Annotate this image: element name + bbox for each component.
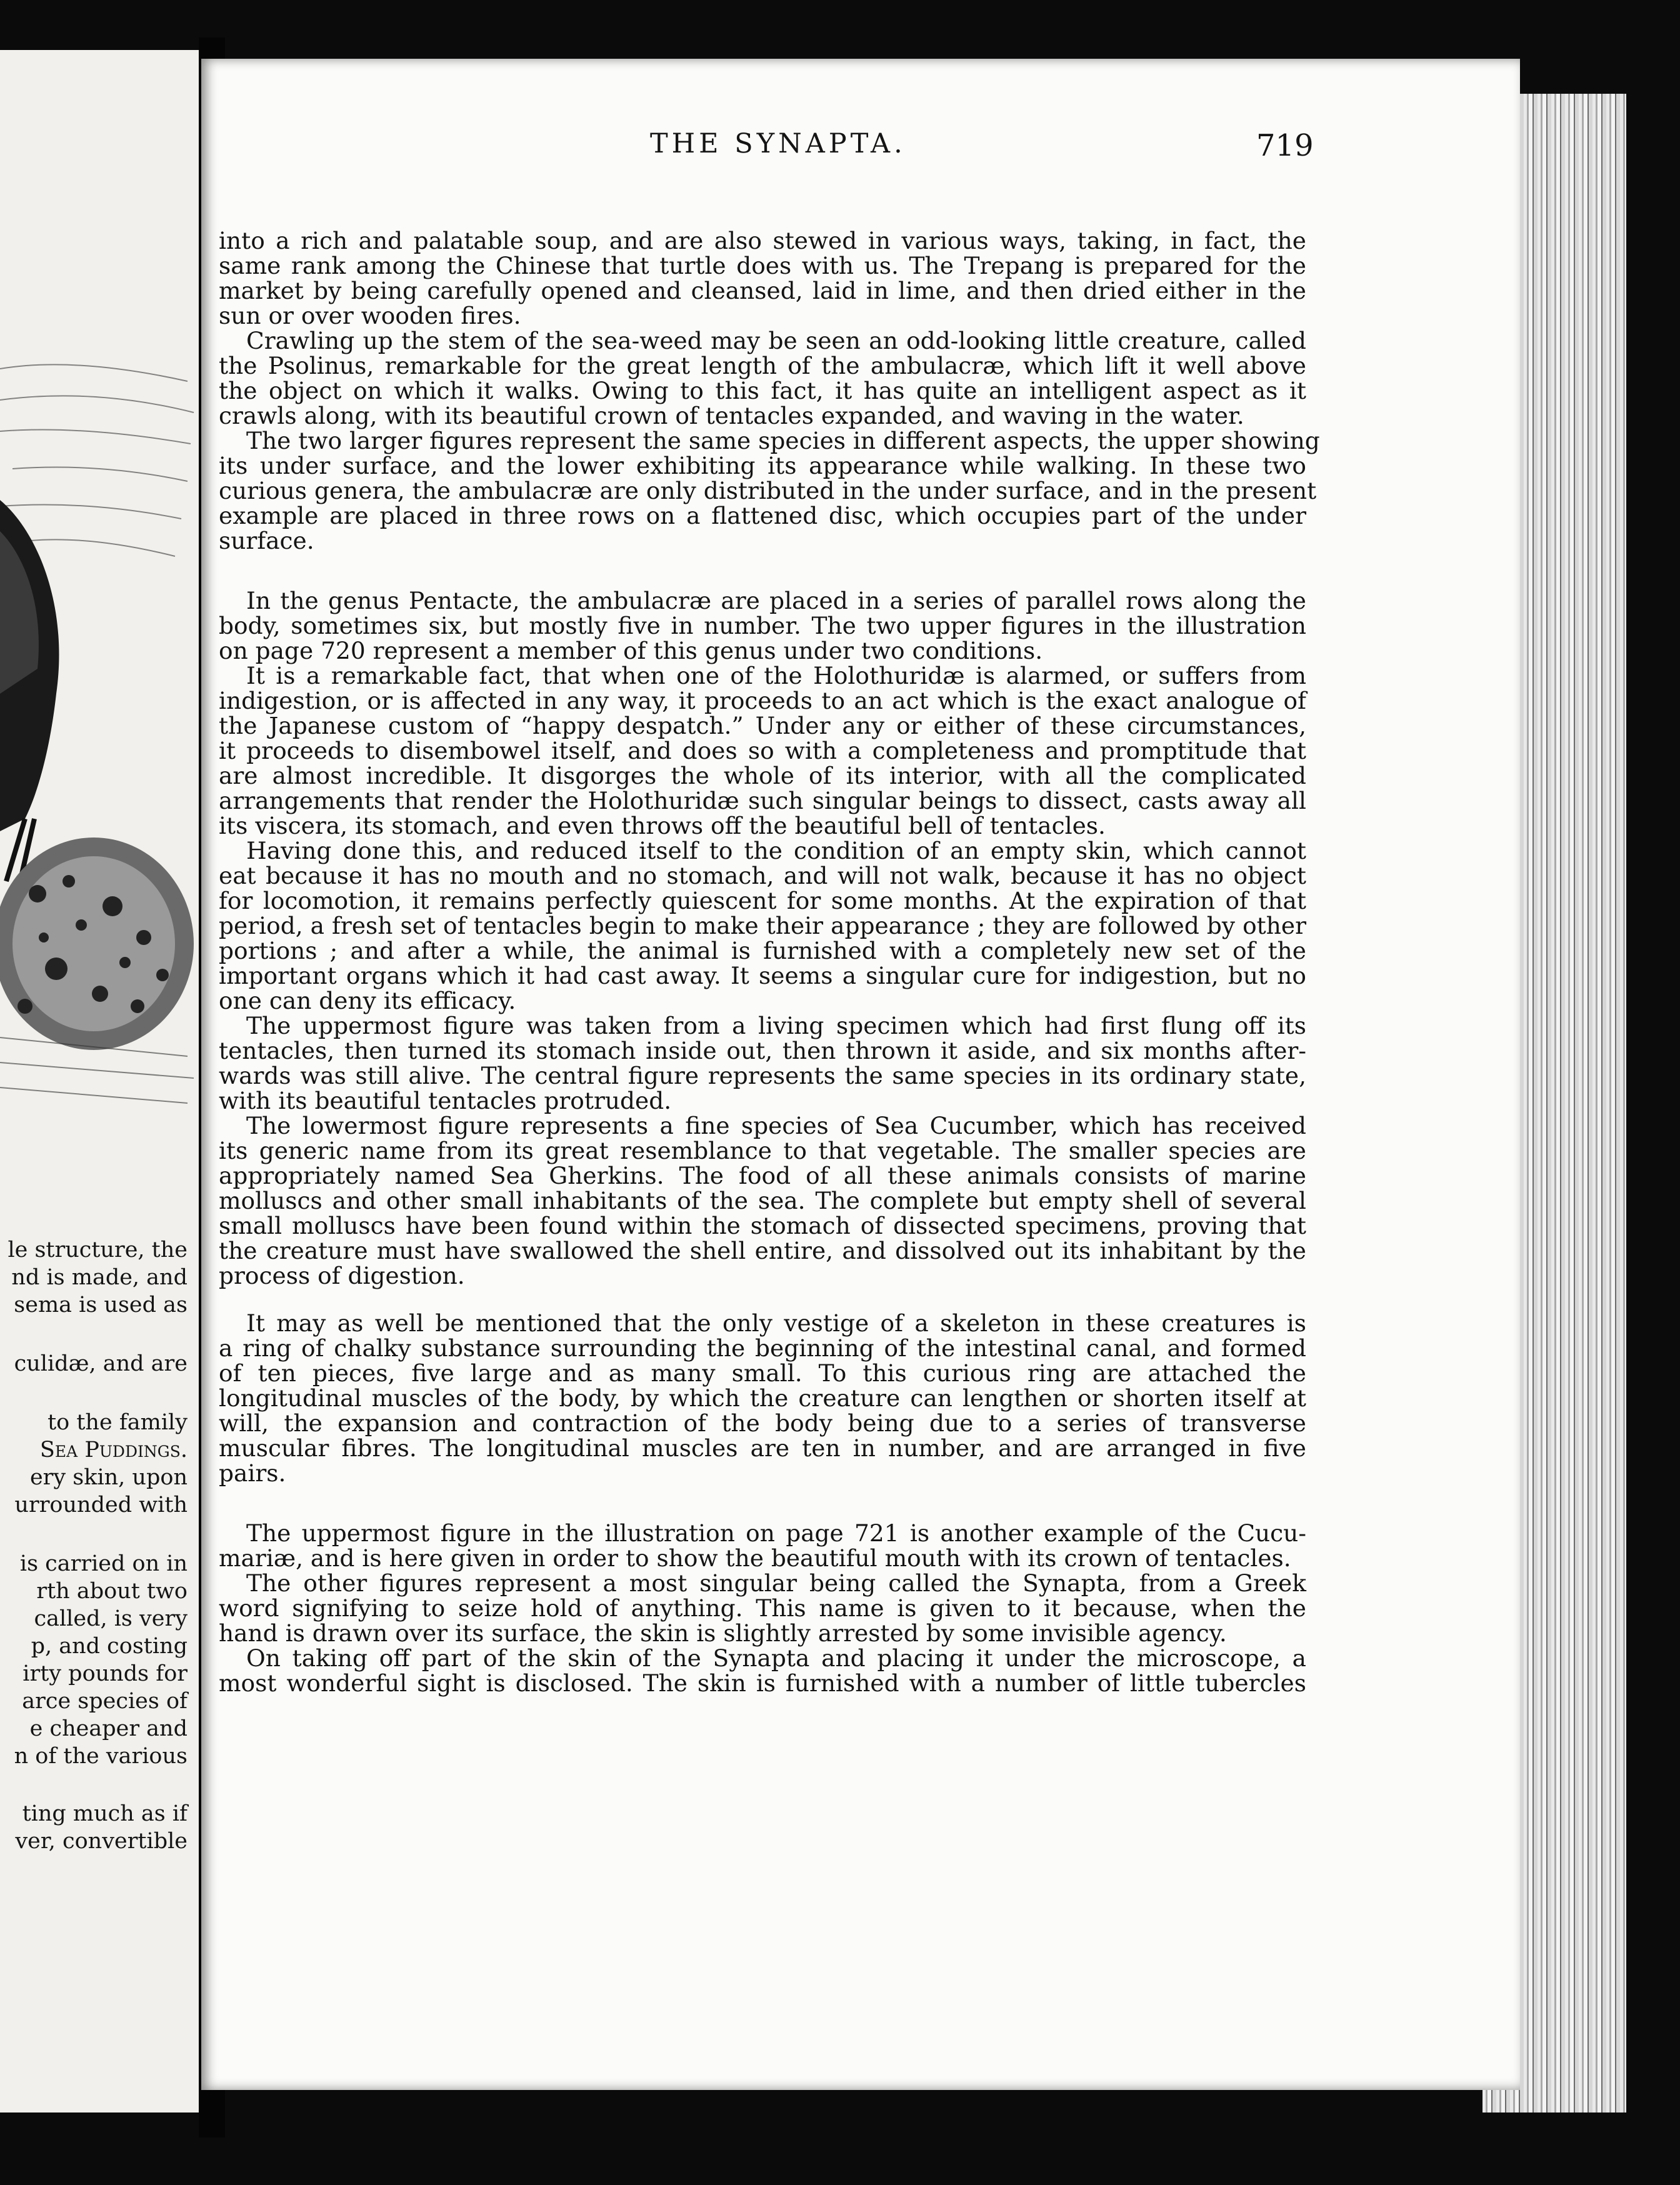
text-line: Crawling up the stem of the sea-weed may be seen an odd-looking little creature, called (246, 327, 1306, 354)
text-line: longitudinal muscles of the body, by which the creature can lengthen or shorten itself at (219, 1384, 1306, 1412)
left-page-line: to the family (48, 1410, 188, 1435)
text-line: appropriately named Sea Gherkins. The food of all these animals consists of marine (219, 1162, 1306, 1189)
facing-page (0, 50, 199, 2112)
text-line: It may as well be mentioned that the only vestige of a skeleton in these creatures is (246, 1309, 1306, 1337)
text-line: same rank among the Chinese that turtle does with us. The Trepang is prepared for the (219, 252, 1306, 279)
paragraph (219, 838, 1306, 1013)
text-line: portions ; and after a while, the animal is furnished with a completely new set of the (219, 937, 1306, 964)
text-line: important organs which it had cast away. It seems a singular cure for indigestion, but no (219, 962, 1306, 989)
paragraph (219, 1013, 1306, 1113)
left-page-line: sema is used as (14, 1292, 188, 1318)
text-line: sun or over wooden fires. (219, 302, 521, 329)
paragraph (219, 1646, 1306, 1696)
text-line: pairs. (219, 1459, 286, 1487)
text-line: the Psolinus, remarkable for the great length of the ambulacræ, which lift it well above (219, 352, 1306, 379)
page-header (0, 128, 1680, 172)
text-line: the object on which it walks. Owing to this fact, it has quite an intelligent aspect as it (219, 377, 1306, 404)
text-line: a ring of chalky substance surrounding the beginning of the intestinal canal, and formed (219, 1334, 1306, 1362)
left-page-line: ver, convertible (15, 1829, 188, 1854)
paragraph (219, 328, 1306, 428)
paragraph (219, 1521, 1306, 1571)
text-line: one can deny its efficacy. (219, 987, 516, 1014)
paragraph (219, 1571, 1306, 1646)
text-line: of ten pieces, five large and as many small. To this curious ring are attached the (219, 1359, 1306, 1387)
text-line: The uppermost figure in the illustration on page 721 is another example of the Cucu- (246, 1519, 1306, 1547)
text-line: arrangements that render the Holothuridæ such singular beings to dissect, casts away all (219, 787, 1306, 814)
text-line: it proceeds to disembowel itself, and does so with a completeness and promptitude that (219, 737, 1306, 764)
text-line: its generic name from its great resemblance to that vegetable. The smaller species are (219, 1137, 1306, 1164)
paragraph (219, 1113, 1306, 1288)
text-line: period, a fresh set of tentacles begin to make their appearance ; they are followed by other (219, 912, 1306, 939)
text-line: The uppermost figure was taken from a living specimen which had first flung off its (246, 1012, 1306, 1039)
text-line: for locomotion, it remains perfectly quiescent for some months. At the expiration of that (219, 887, 1306, 914)
left-page-line: arce species of (22, 1689, 188, 1714)
text-line: On taking off part of the skin of the Synapta and placing it under the microscope, a (246, 1644, 1306, 1672)
section-gap (219, 553, 1306, 588)
text-line: market by being carefully opened and cleansed, laid in lime, and then dried either in the (219, 277, 1306, 304)
left-page-line: Sea Puddings. (39, 1438, 188, 1462)
text-line: wards was still alive. The central figure represents the same species in its ordinary state, (219, 1062, 1306, 1089)
paragraph (219, 1311, 1306, 1486)
text-line: small molluscs have been found within the stomach of dissected specimens, proving that (219, 1212, 1306, 1239)
left-page-line: e cheaper and (29, 1716, 188, 1741)
text-line: the Japanese custom of “happy despatch.” Under any or either of these circumstances, (219, 712, 1306, 739)
text-line: crawls along, with its beautiful crown of tentacles expanded, and waving in the water. (219, 402, 1244, 429)
text-line: hand is drawn over its surface, the skin is slightly arrested by some invisible agency. (219, 1619, 1227, 1647)
text-line: Having done this, and reduced itself to the condition of an empty skin, which cannot (246, 837, 1306, 864)
text-line: the creature must have swallowed the shell entire, and dissolved out its inhabitant by the (219, 1237, 1306, 1264)
left-page-line: le structure, the (8, 1238, 188, 1262)
left-page-line: called, is very (34, 1606, 188, 1631)
text-line: surface. (219, 527, 314, 554)
text-line: The other figures represent a most singular being called the Synapta, from a Greek (246, 1569, 1306, 1597)
paragraph (219, 588, 1306, 663)
text-line: on page 720 represent a member of this genus under two conditions. (219, 637, 1043, 664)
text-line: its viscera, its stomach, and even throws off the beautiful bell of tentacles. (219, 812, 1106, 839)
left-page-line: is carried on in (19, 1551, 188, 1576)
text-line: its under surface, and the lower exhibiting its appearance while walking. In these two (219, 452, 1306, 479)
text-line: tentacles, then turned its stomach inside out, then thrown it aside, and six months after- (219, 1037, 1306, 1064)
text-line: body, sometimes six, but mostly five in number. The two upper figures in the illustration (219, 612, 1306, 639)
section-gap (219, 1486, 1306, 1521)
text-line: The lowermost figure represents a fine species of Sea Cucumber, which has received (246, 1112, 1306, 1139)
left-page-line: urrounded with (14, 1492, 188, 1518)
left-page-line: ting much as if (22, 1801, 188, 1826)
text-line: word signifying to seize hold of anything. This name is given to it because, when the (219, 1594, 1306, 1622)
section-gap (219, 1288, 1306, 1311)
text-line: eat because it has no mouth and no stomach, and will not walk, because it has no object (219, 862, 1306, 889)
text-line: into a rich and palatable soup, and are also stewed in various ways, taking, in fact, the (219, 227, 1306, 254)
paragraph (219, 427, 1320, 554)
text-line: indigestion, or is affected in any way, it proceeds to an act which is the exact analogue of (219, 687, 1306, 714)
text-line: muscular fibres. The longitudinal muscles are ten in number, and are arranged in five (219, 1434, 1306, 1462)
page-number: 719 (1256, 128, 1314, 163)
left-page-line: nd is made, and (11, 1265, 188, 1290)
text-line: example are placed in three rows on a flattened disc, which occupies part of the under (219, 502, 1306, 529)
text-line: process of digestion. (219, 1262, 465, 1289)
text-line: molluscs and other small inhabitants of the sea. The complete but empty shell of several (219, 1187, 1306, 1214)
left-page-line: n of the various (14, 1744, 188, 1769)
paragraph (219, 663, 1306, 838)
paragraph (219, 228, 1306, 328)
bird-engraving-illustration (0, 344, 199, 1131)
text-line: are almost incredible. It disgorges the whole of its interior, with all the complicated (219, 762, 1306, 789)
left-page-line: p, and costing (31, 1634, 188, 1659)
text-line: mariæ, and is here given in order to show the beautiful mouth with its crown of tentacles. (219, 1544, 1291, 1572)
left-page-line: rth about two (36, 1579, 188, 1604)
text-line: with its beautiful tentacles protruded. (219, 1087, 672, 1114)
text-line: It is a remarkable fact, that when one of the Holothuridæ is alarmed, or suffers from (246, 662, 1306, 689)
text-line: will, the expansion and contraction of the body being due to a series of transverse (219, 1409, 1306, 1437)
text-line: most wonderful sight is disclosed. The skin is furnished with a number of little tubercles (219, 1669, 1306, 1697)
text-line: The two larger figures represent the same species in different aspects, the upper showing (246, 427, 1320, 454)
text-line: In the genus Pentacte, the ambulacræ are placed in a series of parallel rows along the (246, 587, 1306, 614)
body-text (219, 227, 1320, 1697)
text-line: curious genera, the ambulacræ are only distributed in the under surface, and in the present (219, 477, 1317, 504)
left-page-line: ery skin, upon (29, 1465, 188, 1490)
running-head: THE SYNAPTA. (650, 128, 906, 159)
left-page-line: irty pounds for (22, 1661, 188, 1686)
left-page-line: culidæ, and are (14, 1351, 188, 1376)
